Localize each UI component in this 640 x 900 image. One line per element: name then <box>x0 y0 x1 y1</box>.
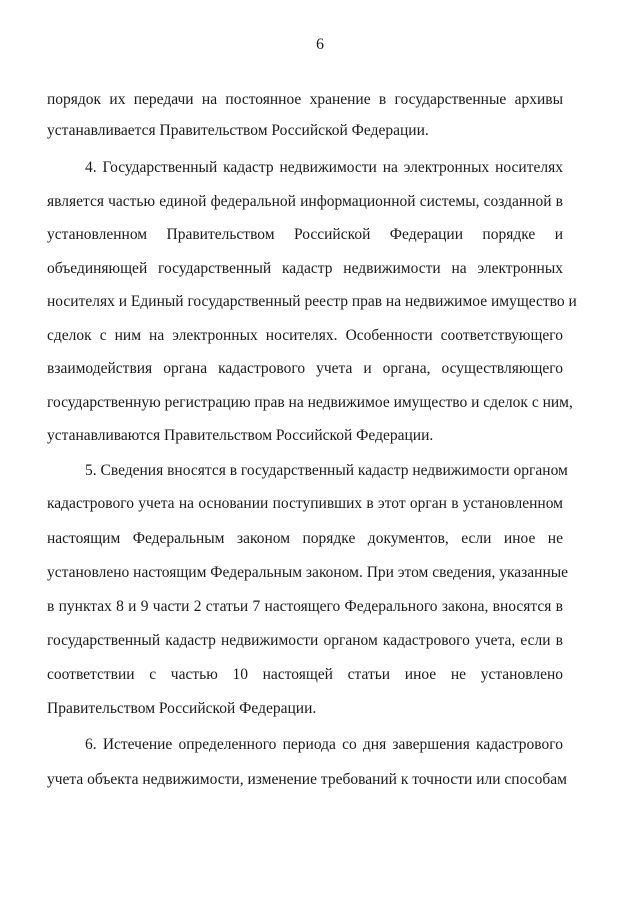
paragraph-line: настоящим Федеральным законом порядке документов, если иное не <box>47 530 563 547</box>
paragraph-line: установленном Правительством Российской Федерации порядке и <box>47 226 563 243</box>
paragraph-line: 5. Сведения вносятся в государственный кадастр недвижимости органом <box>85 462 568 479</box>
page-number: 6 <box>316 36 324 53</box>
paragraph-line: сделок с ним на электронных носителях. Особенности соответствующего <box>47 327 563 344</box>
paragraph-line: является частью единой федеральной информационной системы, созданной в <box>47 193 563 210</box>
paragraph-line: Правительством Российской Федерации. <box>47 700 317 717</box>
paragraph-line: государственную регистрацию прав на недвижимое имущество и сделок с ним, <box>47 394 573 411</box>
paragraph-line: порядок их передачи на постоянное хранение в государственные архивы <box>47 91 563 108</box>
paragraph-line: государственный кадастр недвижимости органом кадастрового учета, если в <box>47 632 563 649</box>
paragraph-line: кадастрового учета на основании поступивших в этот орган в установленном <box>47 495 563 512</box>
paragraph-line: устанавливаются Правительством Российской Федерации. <box>47 427 434 444</box>
paragraph-line: учета объекта недвижимости, изменение требований к точности или способам <box>47 771 567 788</box>
paragraph-line: носителях и Единый государственный реестр прав на недвижимое имущество и <box>47 293 577 310</box>
paragraph-line: соответствии с частью 10 настоящей статьи иное не установлено <box>47 666 563 683</box>
paragraph-line: объединяющей государственный кадастр недвижимости на электронных <box>47 260 563 277</box>
paragraph-line: в пунктах 8 и 9 части 2 статьи 7 настоящего Федерального закона, вносятся в <box>47 598 563 615</box>
paragraph-line: устанавливается Правительством Российской Федерации. <box>47 122 429 139</box>
paragraph-line: 4. Государственный кадастр недвижимости на электронных носителях <box>85 159 563 176</box>
paragraph-line: взаимодействия органа кадастрового учета и органа, осуществляющего <box>47 360 563 377</box>
paragraph-line: установлено настоящим Федеральным законом. При этом сведения, указанные <box>47 564 569 581</box>
paragraph-line: 6. Истечение определенного периода со дня завершения кадастрового <box>85 736 563 753</box>
